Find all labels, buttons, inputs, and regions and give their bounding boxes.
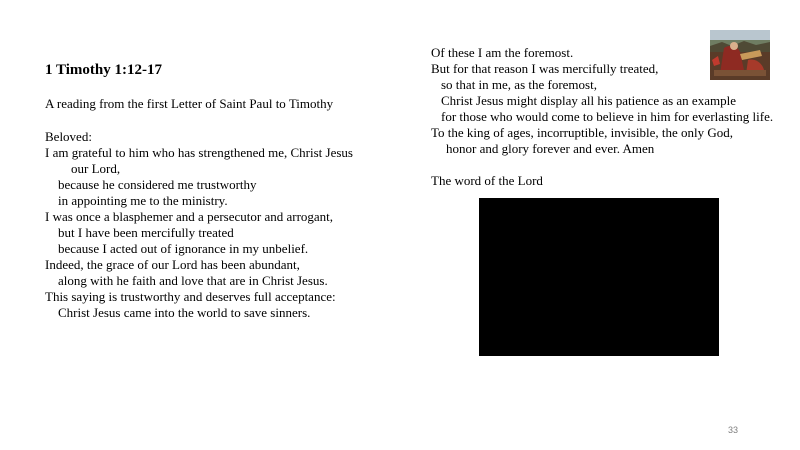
reading-line: I am grateful to him who has strengthened me, Christ Jesus <box>45 145 353 160</box>
reading-line: honor and glory forever and ever. Amen <box>446 141 655 156</box>
reading-line: Christ Jesus came into the world to save sinners. <box>58 305 311 320</box>
reading-intro: A reading from the first Letter of Saint Paul to Timothy <box>45 96 334 111</box>
reading-line: Of these I am the foremost. <box>431 45 574 60</box>
reading-line: so that in me, as the foremost, <box>441 77 597 92</box>
reading-line: This saying is trustworthy and deserves full acceptance: <box>45 289 336 304</box>
reading-line: along with he faith and love that are in Christ Jesus. <box>58 273 328 288</box>
reading-line: To the king of ages, incorruptible, invisible, the only God, <box>431 125 734 140</box>
video-placeholder[interactable] <box>479 198 719 356</box>
reading-line: I was once a blasphemer and a persecutor and arrogant, <box>45 209 334 224</box>
painting-thumbnail <box>710 30 770 80</box>
reading-line: But for that reason I was mercifully treated, <box>431 61 659 76</box>
page-number: 33 <box>728 425 739 435</box>
reading-line: because he considered me trustworthy <box>58 177 257 192</box>
reading-line: Christ Jesus might display all his patience as an example <box>441 93 736 108</box>
reading-line: because I acted out of ignorance in my unbelief. <box>58 241 309 256</box>
reading-line: Beloved: <box>45 129 92 144</box>
reading-line: for those who would come to believe in him for everlasting life. <box>441 109 774 124</box>
reading-line: but I have been mercifully treated <box>58 225 234 240</box>
reading-line: Indeed, the grace of our Lord has been abundant, <box>45 257 300 272</box>
reading-title: 1 Timothy 1:12-17 <box>45 62 162 78</box>
reading-line: in appointing me to the ministry. <box>58 193 228 208</box>
reading-line: our Lord, <box>71 161 121 176</box>
closing-line: The word of the Lord <box>431 173 543 188</box>
